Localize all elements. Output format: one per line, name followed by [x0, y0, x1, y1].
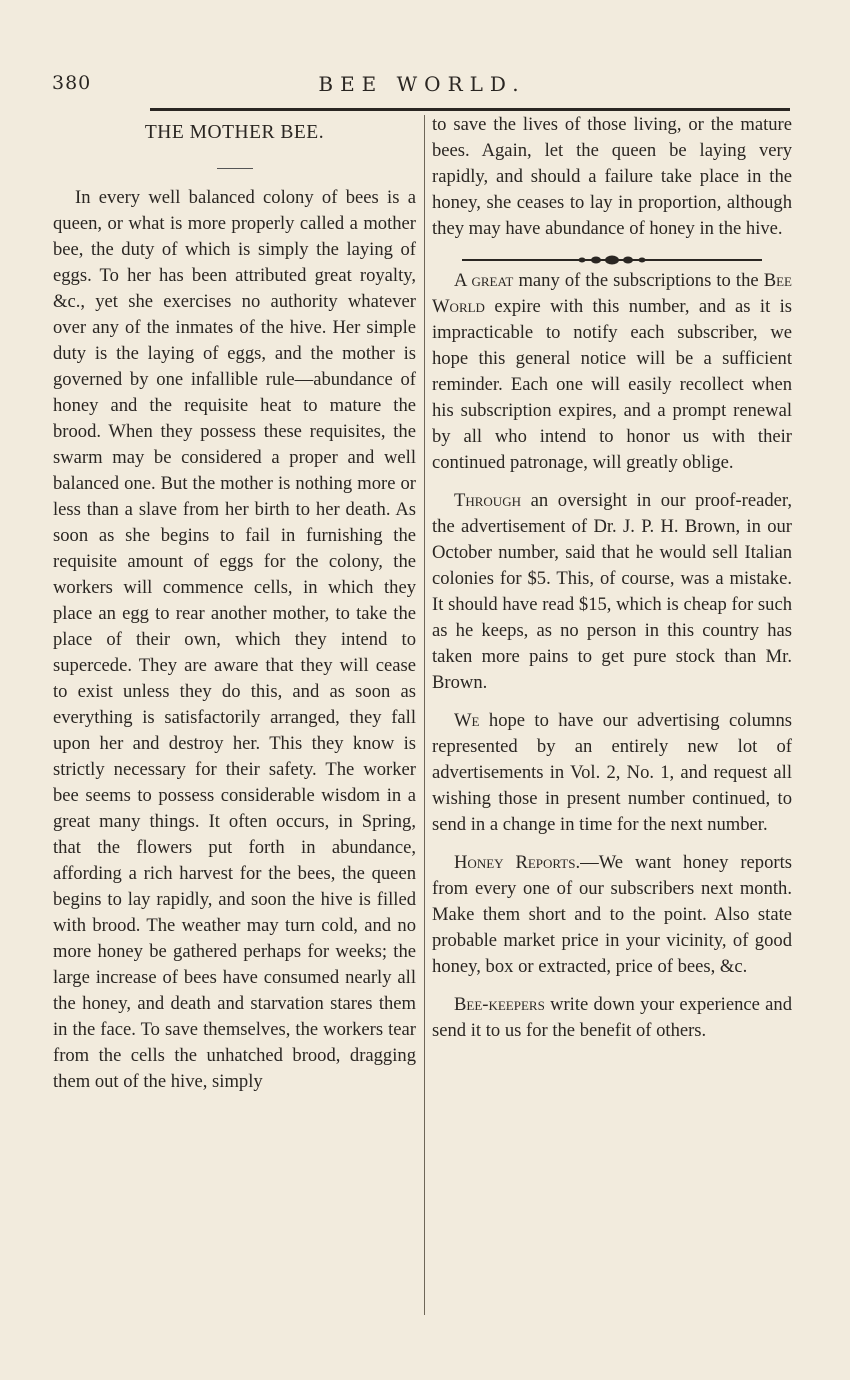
left-column	[53, 112, 416, 1095]
page-header	[52, 72, 792, 102]
notice-lead: We	[454, 710, 480, 731]
page-number: 380	[52, 72, 92, 94]
column-divider	[424, 115, 425, 1315]
article-title: THE MOTHER BEE.	[144, 122, 325, 143]
notice-subscriptions: A great many of the subscriptions to the Bee World expire with this number, and as it is impracticable to notify each subscriber, we hope this general notice will be a sufficient reminder. Each one will easily recollect when his subscription expires, and a prompt renewal by all who intend to honor us with their continued patronage, will greatly oblige.	[432, 270, 792, 473]
notice-lead: Through	[454, 490, 521, 511]
notice-advertising: We hope to have our advertising columns represented by an entirely new lot of advertisements in Vol. 2, No. 1, and request all wishing those in present number continued, to send in a change in time for the next number.	[432, 710, 792, 835]
article-body: In every well balanced colony of bees is a queen, or what is more properly called a mother bee, the duty of which is simply the laying of eggs. To her has been attributed great royalty, &c., yet she exercises no authority whatever over any of the inmates of the hive. Her simple duty is the laying of eggs, and the mother is governed by one infallible rule—abundance of honey and the requisite heat to mature the brood. When they possess these requisites, the swarm may be considered a proper and well balanced one. But the mother is nothing more or less than a slave from her birth to her death. As soon as she begins to fail in furnishing the requisite amount of eggs for the colony, the workers will commence cells, in which they place an egg to rear another mother, to take the place of their own, which they intend to supercede. They are aware that they will cease to exist unless they do this, and as soon as everything is satisfactorily arranged, they fall upon her and destroy her. This they know is strictly necessary for their safety. The worker bee seems to possess considerable wisdom in a great many things. It often occurs, in Spring, that the flowers put forth in abundance, affording a rich harvest for the bees, the queen begins to lay rapidly, and soon the hive is filled with brood. The weather may turn cold, and no more honey be gathered perhaps for weeks; the large increase of bees have consumed nearly all the honey, and death and starvation stares them in the face. To save themselves, the workers tear from the cells the unhatched brood, dragging them out of the hive, simply	[53, 187, 416, 1092]
notice-honey-reports: Honey Reports.—We want honey reports from every one of our subscribers next month. Make them short and to the point. Also state probable market price in your vicinity, of good honey, box or extracted, price of bees, &c.	[432, 852, 792, 977]
notice-bee-keepers: Bee-keepers write down your experience and send it to us for the benefit of others.	[432, 994, 792, 1041]
right-column	[432, 112, 792, 1044]
notice-correction: Through an oversight in our proof-reader, the advertisement of Dr. J. P. H. Brown, in our October number, said that he would sell Italian colonies for $5. This, of course, was a mistake. It should have read $15, which is cheap for such as he keeps, as no person in this country has taken more pains to get pure stock than Mr. Brown.	[432, 490, 792, 693]
notice-lead: A great	[454, 270, 514, 291]
ornamental-divider	[432, 248, 792, 260]
article-continuation: to save the lives of those living, or the mature bees. Again, let the queen be laying very rapidly, and should a failure take place in the honey, she ceases to lay in proportion, although they may have abundance of honey in the hive.	[432, 114, 792, 239]
notice-lead: Bee-keepers	[454, 994, 545, 1015]
title-rule	[217, 168, 253, 169]
running-head: BEE WORLD.	[318, 72, 526, 96]
notice-lead: Honey Reports.	[454, 852, 581, 873]
publication-name: Bee World	[432, 270, 792, 317]
header-rule	[150, 108, 790, 111]
